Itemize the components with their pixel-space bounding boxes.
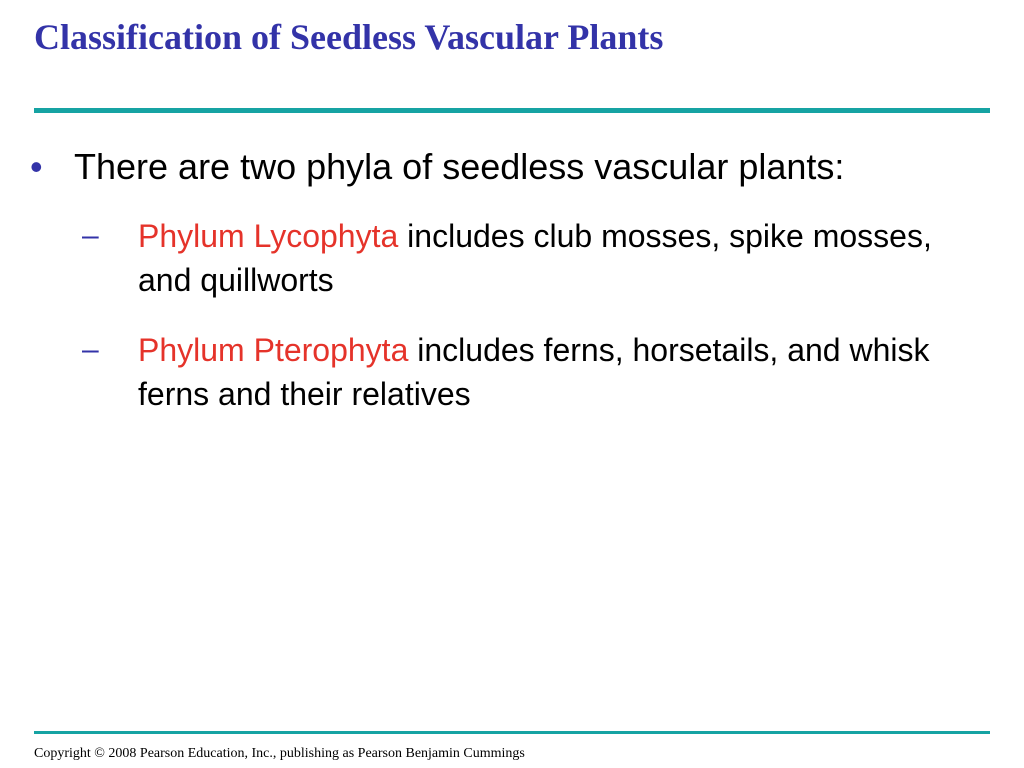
sub-bullet-marker: – [82,219,99,252]
highlighted-phylum-lycophyta: Phylum Lycophyta [138,218,399,254]
bullet-list [30,142,990,442]
sub-bullet-item-pterophyta [30,328,978,416]
title-divider [34,108,990,113]
sub-bullet-text: includes club mosses, spike mosses, and quillworts [138,218,932,298]
sub-bullet-item-lycophyta [30,214,978,302]
highlighted-phylum-pterophyta: Phylum Pterophyta [138,332,409,368]
sub-bullet-text: includes ferns, horsetails, and whisk ferns and their relatives [138,332,930,412]
sub-bullet-marker: – [82,333,99,366]
bullet-text: There are two phyla of seedless vascular plants: [74,146,845,187]
bullet-item [30,142,914,192]
bullet-marker: • [30,146,43,187]
copyright-footer: Copyright © 2008 Pearson Education, Inc., publishing as Pearson Benjamin Cummings [34,746,525,761]
footer-divider [34,731,990,734]
slide-title: Classification of Seedless Vascular Plants [34,17,664,57]
